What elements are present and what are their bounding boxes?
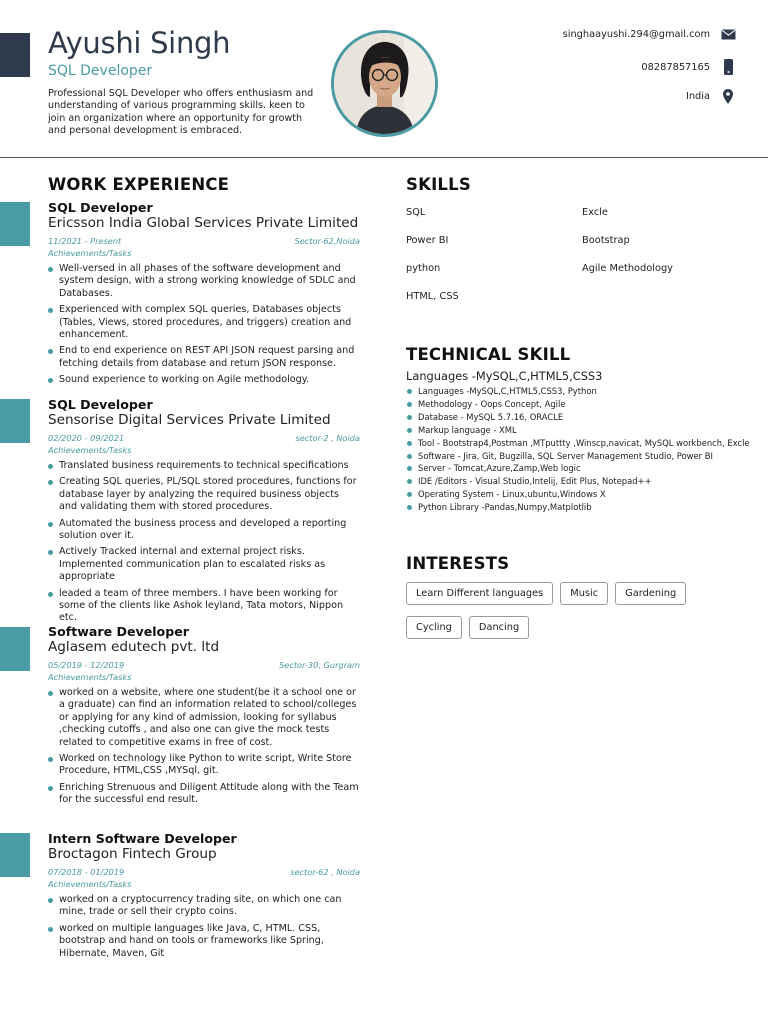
technical-skill-subheading: Languages -MySQL,C,HTML5,CSS3: [406, 369, 603, 383]
mobile-phone-icon: [720, 59, 736, 75]
candidate-name: Ayushi Singh: [48, 26, 231, 60]
list-item: Operating System - Linux,ubuntu,Windows X: [406, 488, 756, 501]
list-item: End to end experience on REST API JSON request parsing and fetching details from database and return JSON response.: [48, 345, 360, 370]
job-title: SQL Developer: [48, 200, 153, 215]
interest-chip: Gardening: [615, 582, 686, 605]
list-item: Automated the business process and developed a reporting solution over it.: [48, 518, 360, 543]
job-task-list: [48, 894, 360, 960]
job-entry: [48, 397, 360, 629]
job-entry: [48, 831, 360, 964]
work-experience-heading: WORK EXPERIENCE: [48, 175, 230, 194]
job-title: Intern Software Developer: [48, 831, 237, 846]
job-subheading: Achievements/Tasks: [48, 672, 132, 682]
list-item: Actively Tracked internal and external project risks. Implemented communication plan to escalated risks as appropriate: [48, 546, 360, 583]
skill-item: HTML, CSS: [406, 291, 459, 302]
job-company: Aglasem edutech pvt. ltd: [48, 639, 220, 655]
list-item: Server - Tomcat,Azure,Zamp,Web logic: [406, 462, 756, 475]
job-meta: [48, 433, 360, 443]
job-meta: [48, 236, 360, 246]
list-item: worked on a cryptocurrency trading site, on which one can mine, trade or sell their crypto coins.: [48, 894, 360, 919]
interest-chip: Dancing: [469, 616, 529, 639]
job-meta: [48, 867, 360, 877]
job-entry: [48, 624, 360, 811]
email-text[interactable]: singhaayushi.294@gmail.com: [562, 29, 710, 40]
job-task-list: [48, 460, 360, 625]
job-title: Software Developer: [48, 624, 189, 639]
skill-item: SQL: [406, 207, 426, 218]
interest-chip: Music: [560, 582, 608, 605]
list-item: worked on a website, where one student(be it a school one or a graduate) can find an information related to school/colleges or applying for any kind of admission, looking for syllabus ,checking cutoffs , and also one can give the mock tests related to competitive exams in free of cost.: [48, 687, 360, 749]
job-location: sector-2 , Noida: [295, 433, 360, 443]
list-item: worked on multiple languages like Java, C, HTML. CSS, bootstrap and hand on tools or frameworks like Spring, Hibernate, Maven, Git: [48, 923, 360, 960]
job-subheading: Achievements/Tasks: [48, 445, 132, 455]
job-company: Broctagon Fintech Group: [48, 846, 217, 862]
skills-grid: [406, 206, 736, 303]
job-location: Sector-62,Noida: [294, 236, 360, 246]
job-meta: [48, 660, 360, 670]
list-item: Languages -MySQL,C,HTML5,CSS3, Python: [406, 385, 756, 398]
location-text: India: [685, 91, 710, 102]
header-divider: [0, 157, 768, 158]
list-item: Creating SQL queries, PL/SQL stored procedures, functions for database layer by analyzing the required business objects and validating them with stored procedures.: [48, 476, 360, 513]
skill-item: Agile Methodology: [582, 263, 673, 274]
job-dates: 05/2019 - 12/2019: [48, 660, 125, 670]
phone-text[interactable]: 08287857165: [641, 61, 710, 73]
job-accent-bar: [0, 627, 30, 671]
interest-chip: Learn Different languages: [406, 582, 553, 605]
job-dates: 02/2020 - 09/2021: [48, 433, 125, 443]
job-dates: 11/2021 - Present: [48, 236, 122, 246]
job-company: Sensorise Digital Services Private Limited: [48, 412, 331, 428]
list-item: Database - MySQL 5.7.16, ORACLE: [406, 411, 756, 424]
interest-chip: Cycling: [406, 616, 462, 639]
list-item: Tool - Bootstrap4,Postman ,MTputtty ,Winscp,navicat, MySQL workbench, Excle: [406, 437, 756, 450]
skill-item: Power BI: [406, 235, 449, 246]
name-accent-bar: [0, 33, 30, 77]
list-item: leaded a team of three members. I have been working for some of the clients like Ashok leyland, Tata motors, Nippon etc.: [48, 588, 360, 625]
skills-heading: SKILLS: [406, 175, 471, 194]
job-location: Sector-30, Gurgram: [279, 660, 360, 670]
job-accent-bar: [0, 399, 30, 443]
list-item: Software - Jira, Git, Bugzilla, SQL Server Management Studio, Power BI: [406, 450, 756, 463]
skill-item: python: [406, 263, 441, 274]
list-item: Enriching Strenuous and Diligent Attitude along with the Team for the successful end result.: [48, 782, 360, 807]
job-task-list: [48, 263, 360, 387]
list-item: Well-versed in all phases of the software development and system design, with a strong working knowledge of SDLC and Databases.: [48, 263, 360, 300]
skill-item: Excle: [582, 207, 608, 218]
job-subheading: Achievements/Tasks: [48, 248, 132, 258]
contact-location-row: [686, 89, 736, 104]
list-item: Markup language - XML: [406, 424, 756, 437]
list-item: Sound experience to working on Agile methodology.: [48, 374, 360, 386]
profile-photo: [331, 30, 438, 137]
technical-skill-list: [406, 385, 756, 514]
interests-chip-list: [406, 582, 746, 639]
person-photo-illustration: [334, 33, 435, 134]
map-pin-icon: [720, 89, 736, 104]
contact-phone-row: [641, 59, 736, 75]
job-company: Ericsson India Global Services Private Limited: [48, 215, 359, 231]
list-item: Worked on technology like Python to write script, Write Store Procedure, HTML,CSS ,MYSql, git.: [48, 753, 360, 778]
list-item: Experienced with complex SQL queries, Databases objects (Tables, Views, stored procedures, and triggers) creation and enhancement.: [48, 304, 360, 341]
job-accent-bar: [0, 833, 30, 877]
job-accent-bar: [0, 202, 30, 246]
profile-summary: Professional SQL Developer who offers enthusiasm and understanding of various programming skills. keen to join an organization where an opportunity for growth and personal development is embraced.: [48, 88, 314, 137]
job-location: sector-62 , Noida: [290, 867, 360, 877]
technical-skill-heading: TECHNICAL SKILL: [406, 345, 571, 364]
candidate-role: SQL Developer: [48, 63, 153, 79]
interests-heading: INTERESTS: [406, 554, 510, 573]
contact-email-row: [563, 29, 736, 40]
job-subheading: Achievements/Tasks: [48, 879, 132, 889]
list-item: IDE /Editors - Visual Studio,Intelij, Edit Plus, Notepad++: [406, 475, 756, 488]
skill-item: Bootstrap: [582, 235, 630, 246]
job-entry: [48, 200, 360, 391]
list-item: Python Library -Pandas,Numpy,Matplotlib: [406, 501, 756, 514]
list-item: Methodology - Oops Concept, Agile: [406, 398, 756, 411]
job-title: SQL Developer: [48, 397, 153, 412]
job-task-list: [48, 687, 360, 807]
envelope-icon: [720, 29, 736, 40]
list-item: Translated business requirements to technical specifications: [48, 460, 360, 472]
job-dates: 07/2018 - 01/2019: [48, 867, 125, 877]
